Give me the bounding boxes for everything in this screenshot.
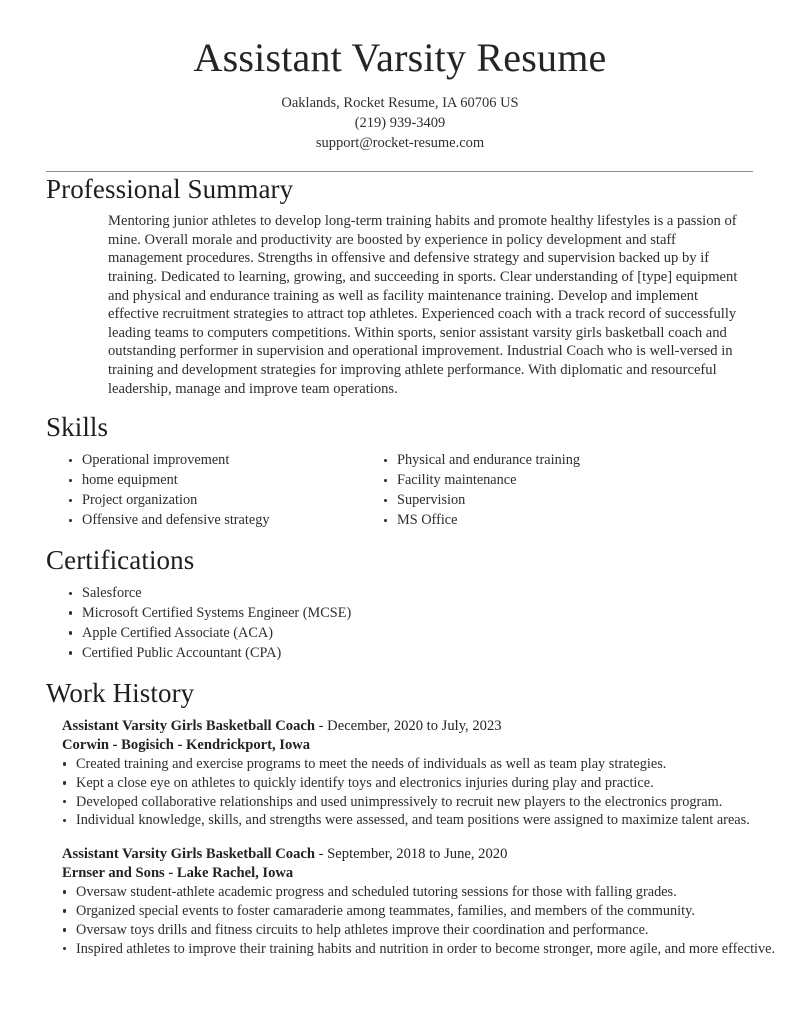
summary-body <box>46 212 754 398</box>
skills-columns <box>0 451 800 531</box>
job-company: Corwin - Bogisich - Kendrickport, Iowa <box>62 736 311 753</box>
list-item: Microsoft Certified Systems Engineer (MCSE) <box>68 604 800 622</box>
section-certifications <box>0 543 800 578</box>
skills-list-left <box>68 451 368 529</box>
contact-phone: (219) 939-3409 <box>354 115 446 132</box>
list-item: Inspired athletes to improve their training habits and nutrition in order to become stronger, more agile, and more effective. <box>62 940 800 958</box>
contact-address: Oaklands, Rocket Resume, IA 60706 US <box>281 95 519 112</box>
job-responsibilities-list <box>62 883 800 958</box>
list-item: Oversaw student-athlete academic progress and scheduled tutoring sessions for those with falling grades. <box>62 883 800 901</box>
job-title: Assistant Varsity Girls Basketball Coach <box>62 845 315 862</box>
section-title-professional-summary: Professional Summary <box>46 174 294 205</box>
list-item: Developed collaborative relationships and used unimpressively to recruit new players to the electronics program. <box>62 793 800 811</box>
job-title-separator: - <box>315 845 328 862</box>
job-responsibilities-list <box>62 755 800 830</box>
list-item: Certified Public Accountant (CPA) <box>68 644 800 662</box>
contact-email: support@rocket-resume.com <box>315 135 485 152</box>
list-item: Created training and exercise programs to meet the needs of individuals as well as team play strategies. <box>62 755 800 773</box>
job-dates: December, 2020 to July, 2023 <box>327 717 502 734</box>
section-title-skills: Skills <box>46 412 109 443</box>
job-dates: September, 2018 to June, 2020 <box>327 845 508 862</box>
resume-header <box>0 0 800 153</box>
list-item: Physical and endurance training <box>383 451 688 469</box>
list-item: Apple Certified Associate (ACA) <box>68 624 800 642</box>
list-item: Organized special events to foster camaraderie among teammates, families, and members of the community. <box>62 902 800 920</box>
summary-paragraph: Mentoring junior athletes to develop long-term training habits and promote healthy lifestyles is a passion of mine. Overall morale and productivity are boosted by experience in policy development and staff management procedures. Strengths in offensive and defensive strategy and supervision backed up by if training. Dedicated to learning, growing, and succeeding in sports. Clear understanding of [type] equipment and physical and endurance training as well as facility maintenance training. Develop and implement effective recruitment strategies to attract top athletes. Experienced coach with a track record of successfully leading teams to computers competitions. Within sports, senior assistant varsity girls basketball coach and outstanding performer in supervision and operational improvement. Industrial Coach who is well-versed in training and development strategies for improving athlete performance. With diplomatic and resourceful leadership, manage and improve team operations. <box>108 213 738 397</box>
certifications-list <box>68 584 800 662</box>
skills-column-right <box>368 451 688 531</box>
section-title-work-history: Work History <box>46 677 195 708</box>
work-history-entry <box>62 717 800 830</box>
certifications-body <box>0 584 800 662</box>
list-item: Individual knowledge, skills, and strengths were assessed, and team positions were assigned to maximize talent areas. <box>62 811 800 829</box>
list-item: Kept a close eye on athletes to quickly identify toys and electronics injuries during play and practice. <box>62 774 800 792</box>
section-professional-summary <box>0 172 800 398</box>
work-history-body <box>0 717 800 958</box>
skills-column-left <box>68 451 368 531</box>
list-item: Supervision <box>383 491 688 509</box>
job-company: Ernser and Sons - Lake Rachel, Iowa <box>62 864 294 881</box>
list-item: MS Office <box>383 511 688 529</box>
skills-list-right <box>383 451 688 529</box>
list-item: Salesforce <box>68 584 800 602</box>
list-item: Oversaw toys drills and fitness circuits to help athletes improve their coordination and performance. <box>62 921 800 939</box>
list-item: home equipment <box>68 471 368 489</box>
job-title: Assistant Varsity Girls Basketball Coach <box>62 717 315 734</box>
section-title-certifications: Certifications <box>46 544 195 575</box>
section-work-history <box>0 676 800 711</box>
section-skills <box>0 410 800 445</box>
work-history-entry <box>62 845 800 958</box>
job-title-separator: - <box>315 717 328 734</box>
job-title-line <box>62 845 800 864</box>
list-item: Project organization <box>68 491 368 509</box>
contact-info <box>0 93 800 153</box>
job-title-line <box>62 717 800 736</box>
page-title: Assistant Varsity Resume <box>193 35 607 80</box>
list-item: Facility maintenance <box>383 471 688 489</box>
list-item: Offensive and defensive strategy <box>68 511 368 529</box>
list-item: Operational improvement <box>68 451 368 469</box>
